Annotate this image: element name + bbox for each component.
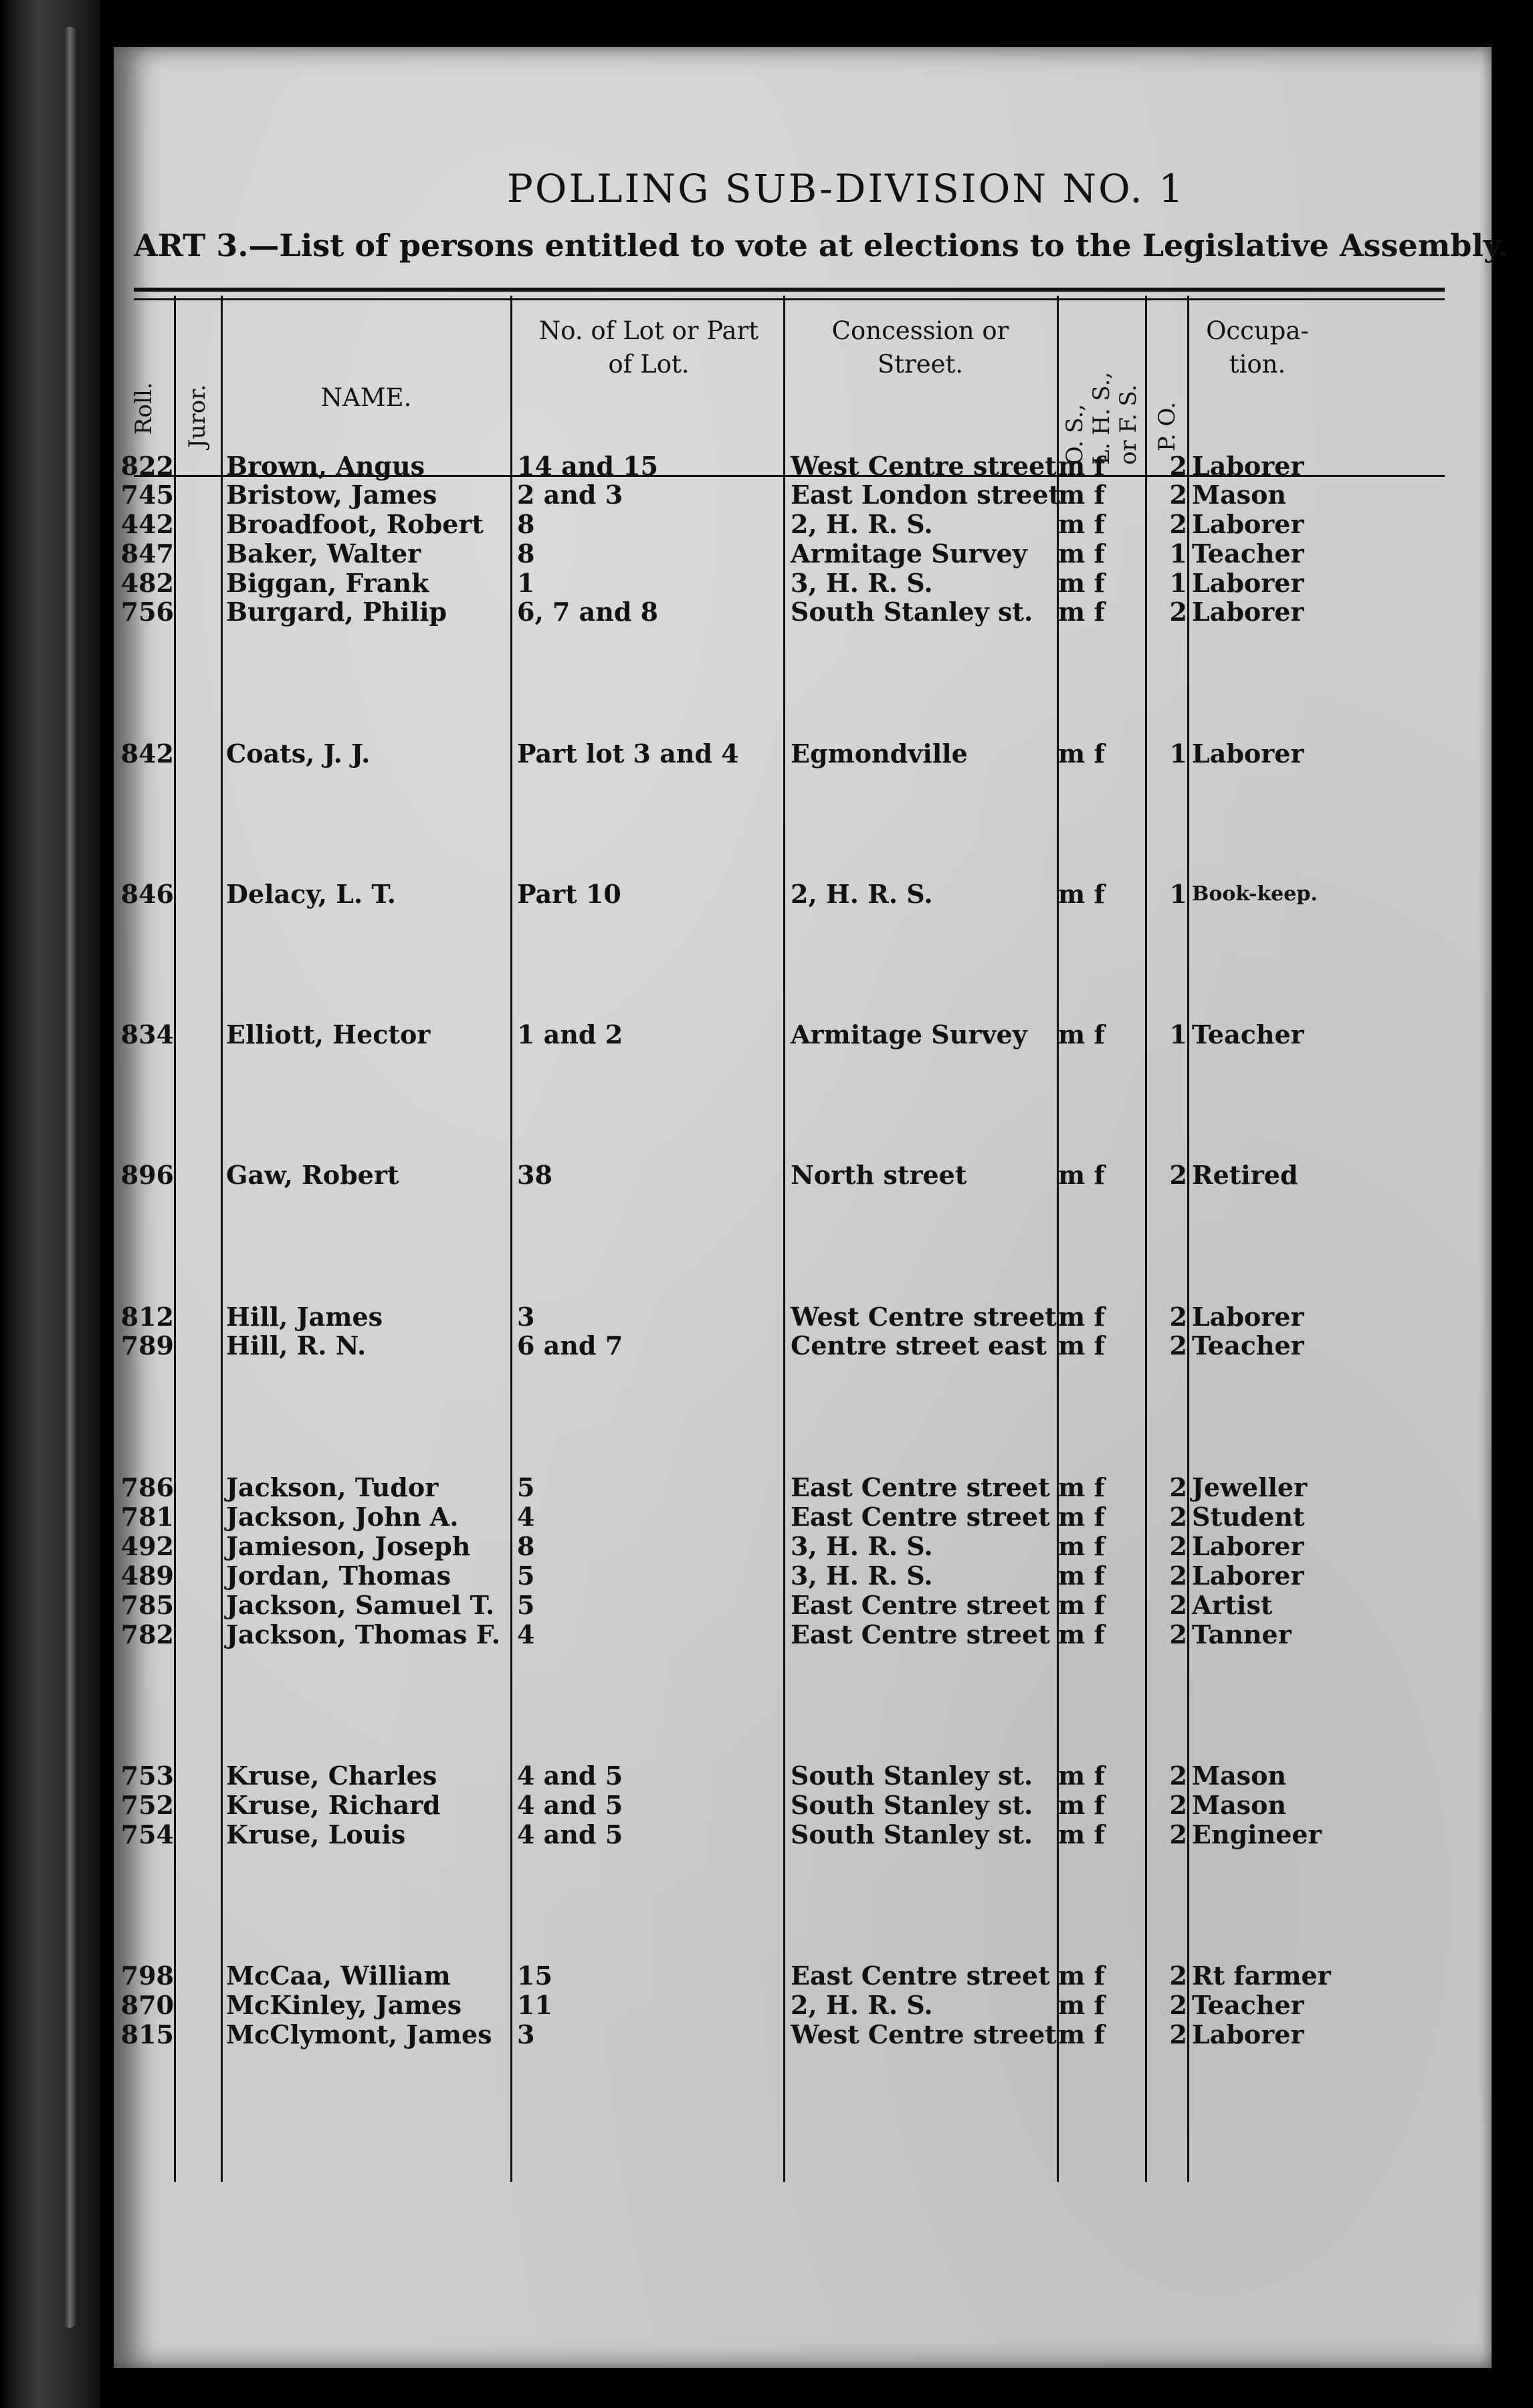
post-office: 2 bbox=[1169, 1502, 1187, 1532]
lot-number: 6, 7 and 8 bbox=[517, 597, 659, 627]
occupation: Laborer bbox=[1192, 509, 1304, 539]
concession-street: 3, H. R. S. bbox=[791, 1531, 933, 1561]
lot-number: 11 bbox=[517, 1990, 552, 2020]
roll-number: 847 bbox=[120, 538, 174, 569]
post-office: 2 bbox=[1169, 2019, 1187, 2049]
voter-name: Hill, James bbox=[226, 1302, 383, 1332]
roll-number: 752 bbox=[120, 1790, 174, 1820]
occupation: Teacher bbox=[1192, 1330, 1304, 1361]
voter-name: Gaw, Robert bbox=[226, 1160, 399, 1190]
concession-street: South Stanley st. bbox=[791, 1819, 1033, 1849]
lot-number: 14 and 15 bbox=[517, 451, 659, 481]
os-mark: m f bbox=[1058, 509, 1105, 539]
roll-number: 781 bbox=[120, 1502, 174, 1532]
concession-street: West Centre street bbox=[791, 1302, 1057, 1332]
roll-number: 753 bbox=[120, 1761, 174, 1791]
concession-street: 2, H. R. S. bbox=[791, 1990, 933, 2020]
roll-number: 870 bbox=[120, 1990, 174, 2020]
occupation: Teacher bbox=[1192, 1990, 1304, 2020]
lot-number: Part 10 bbox=[517, 879, 621, 909]
concession-street: South Stanley st. bbox=[791, 1790, 1033, 1820]
occupation: Laborer bbox=[1192, 2019, 1304, 2049]
post-office: 2 bbox=[1169, 1472, 1187, 1502]
os-mark: m f bbox=[1058, 568, 1105, 598]
occupation: Student bbox=[1192, 1502, 1305, 1532]
voter-name: McKinley, James bbox=[226, 1990, 462, 2020]
header-lot-line2: of Lot. bbox=[608, 350, 690, 379]
voter-name: Jackson, Tudor bbox=[226, 1472, 439, 1502]
voter-name: Kruse, Richard bbox=[226, 1790, 441, 1820]
roll-number: 798 bbox=[120, 1961, 174, 1991]
roll-number: 846 bbox=[120, 879, 174, 909]
roll-number: 492 bbox=[120, 1531, 174, 1561]
occupation: Laborer bbox=[1192, 738, 1304, 769]
header-roll: Roll. bbox=[130, 382, 157, 435]
lot-number: Part lot 3 and 4 bbox=[517, 738, 739, 769]
header-occupation-line1: Occupa- bbox=[1206, 316, 1309, 345]
post-office: 2 bbox=[1169, 1790, 1187, 1820]
lot-number: 1 bbox=[517, 568, 535, 598]
post-office: 1 bbox=[1169, 568, 1187, 598]
lot-number: 2 and 3 bbox=[517, 480, 623, 510]
page-title: POLLING SUB-DIVISION NO. 1 bbox=[506, 166, 1186, 211]
voter-name: McClymont, James bbox=[226, 2019, 492, 2049]
roll-number: 786 bbox=[120, 1472, 174, 1502]
occupation: Laborer bbox=[1192, 568, 1304, 598]
concession-street: 2, H. R. S. bbox=[791, 879, 933, 909]
lot-number: 5 bbox=[517, 1472, 535, 1502]
occupation: Jeweller bbox=[1192, 1472, 1308, 1502]
voter-name: Jamieson, Joseph bbox=[226, 1531, 471, 1561]
concession-street: Centre street east bbox=[791, 1330, 1047, 1361]
voter-name: Kruse, Charles bbox=[226, 1761, 437, 1791]
concession-street: 3, H. R. S. bbox=[791, 568, 933, 598]
post-office: 2 bbox=[1169, 1819, 1187, 1849]
occupation: Laborer bbox=[1192, 451, 1304, 481]
document-page bbox=[114, 47, 1509, 2368]
os-mark: m f bbox=[1058, 1790, 1105, 1820]
post-office: 2 bbox=[1169, 1330, 1187, 1361]
lot-number: 4 and 5 bbox=[517, 1761, 623, 1791]
roll-number: 745 bbox=[120, 480, 174, 510]
os-mark: m f bbox=[1058, 1961, 1105, 1991]
roll-number: 442 bbox=[120, 509, 174, 539]
os-mark: m f bbox=[1058, 1160, 1105, 1190]
os-mark: m f bbox=[1058, 1330, 1105, 1361]
book-spine-edge bbox=[64, 27, 76, 2328]
concession-street: Armitage Survey bbox=[791, 1019, 1027, 1049]
os-mark: m f bbox=[1058, 451, 1105, 481]
occupation: Laborer bbox=[1192, 1302, 1304, 1332]
post-office: 2 bbox=[1169, 451, 1187, 481]
post-office: 1 bbox=[1169, 1019, 1187, 1049]
header-occupation-line2: tion. bbox=[1229, 350, 1286, 379]
occupation: Laborer bbox=[1192, 1531, 1304, 1561]
header-os-line1: O. S., bbox=[1061, 403, 1088, 465]
header-os-line3: or F. S. bbox=[1115, 384, 1142, 465]
concession-street: West Centre street bbox=[791, 2019, 1057, 2049]
occupation: Engineer bbox=[1192, 1819, 1322, 1849]
concession-street: East Centre street bbox=[791, 1619, 1050, 1649]
post-office: 2 bbox=[1169, 1619, 1187, 1649]
book-spine bbox=[0, 0, 100, 2408]
page-subtitle: ART 3.—List of persons entitled to vote at elections to the Legislative Assembly. bbox=[134, 227, 1509, 264]
concession-street: East Centre street bbox=[791, 1961, 1050, 1991]
occupation: Retired bbox=[1192, 1160, 1298, 1190]
voter-name: Hill, R. N. bbox=[226, 1330, 367, 1361]
os-mark: m f bbox=[1058, 2019, 1105, 2049]
lot-number: 1 and 2 bbox=[517, 1019, 623, 1049]
concession-street: 2, H. R. S. bbox=[791, 509, 933, 539]
occupation: Mason bbox=[1192, 480, 1287, 510]
roll-number: 834 bbox=[120, 1019, 174, 1049]
os-mark: m f bbox=[1058, 1502, 1105, 1532]
os-mark: m f bbox=[1058, 1302, 1105, 1332]
header-concession-line1: Concession or bbox=[831, 316, 1009, 345]
post-office: 1 bbox=[1169, 538, 1187, 569]
os-mark: m f bbox=[1058, 1561, 1105, 1591]
post-office: 2 bbox=[1169, 1561, 1187, 1591]
occupation: Teacher bbox=[1192, 538, 1304, 569]
os-mark: m f bbox=[1058, 1761, 1105, 1791]
concession-street: East Centre street bbox=[791, 1502, 1050, 1532]
lot-number: 5 bbox=[517, 1590, 535, 1620]
lot-number: 4 and 5 bbox=[517, 1790, 623, 1820]
header-os-line2: L. H. S., bbox=[1088, 371, 1115, 465]
lot-number: 4 bbox=[517, 1502, 535, 1532]
os-mark: m f bbox=[1058, 1019, 1105, 1049]
concession-street: South Stanley st. bbox=[791, 1761, 1033, 1791]
occupation: Rt farmer bbox=[1192, 1961, 1331, 1991]
post-office: 2 bbox=[1169, 597, 1187, 627]
voter-name: Baker, Walter bbox=[226, 538, 421, 569]
post-office: 2 bbox=[1169, 480, 1187, 510]
os-mark: m f bbox=[1058, 738, 1105, 769]
occupation: Mason bbox=[1192, 1761, 1287, 1791]
voter-name: Broadfoot, Robert bbox=[226, 509, 484, 539]
os-mark: m f bbox=[1058, 597, 1105, 627]
occupation: Teacher bbox=[1192, 1019, 1304, 1049]
header-juror: Juror. bbox=[184, 384, 211, 448]
concession-street: West Centre street bbox=[791, 451, 1057, 481]
voter-name: Jordan, Thomas bbox=[226, 1561, 451, 1591]
occupation: Laborer bbox=[1192, 1561, 1304, 1591]
concession-street: North street bbox=[791, 1160, 967, 1190]
voter-name: Burgard, Philip bbox=[226, 597, 447, 627]
voter-list bbox=[114, 47, 1509, 2368]
concession-street: East London street bbox=[791, 480, 1061, 510]
lot-number: 15 bbox=[517, 1961, 552, 1991]
voter-name: McCaa, William bbox=[226, 1961, 451, 1991]
lot-number: 8 bbox=[517, 538, 535, 569]
voter-name: Kruse, Louis bbox=[226, 1819, 406, 1849]
roll-number: 782 bbox=[120, 1619, 174, 1649]
occupation: Artist bbox=[1192, 1590, 1273, 1620]
header-po: P. O. bbox=[1154, 401, 1181, 452]
lot-number: 6 and 7 bbox=[517, 1330, 623, 1361]
os-mark: m f bbox=[1058, 538, 1105, 569]
os-mark: m f bbox=[1058, 1590, 1105, 1620]
header-concession-line2: Street. bbox=[877, 350, 964, 379]
roll-number: 482 bbox=[120, 568, 174, 598]
os-mark: m f bbox=[1058, 1619, 1105, 1649]
voter-name: Jackson, Thomas F. bbox=[226, 1619, 500, 1649]
concession-street: East Centre street bbox=[791, 1590, 1050, 1620]
lot-number: 3 bbox=[517, 1302, 535, 1332]
concession-street: East Centre street bbox=[791, 1472, 1050, 1502]
post-office: 1 bbox=[1169, 738, 1187, 769]
os-mark: m f bbox=[1058, 1819, 1105, 1849]
os-mark: m f bbox=[1058, 1472, 1105, 1502]
roll-number: 822 bbox=[120, 451, 174, 481]
lot-number: 4 and 5 bbox=[517, 1819, 623, 1849]
roll-number: 815 bbox=[120, 2019, 174, 2049]
lot-number: 38 bbox=[517, 1160, 552, 1190]
post-office: 2 bbox=[1169, 509, 1187, 539]
lot-number: 4 bbox=[517, 1619, 535, 1649]
concession-street: 3, H. R. S. bbox=[791, 1561, 933, 1591]
roll-number: 756 bbox=[120, 597, 174, 627]
post-office: 2 bbox=[1169, 1160, 1187, 1190]
voter-name: Biggan, Frank bbox=[226, 568, 429, 598]
voter-name: Elliott, Hector bbox=[226, 1019, 431, 1049]
lot-number: 8 bbox=[517, 1531, 535, 1561]
post-office: 2 bbox=[1169, 1961, 1187, 1991]
concession-street: Armitage Survey bbox=[791, 538, 1027, 569]
os-mark: m f bbox=[1058, 480, 1105, 510]
os-mark: m f bbox=[1058, 1531, 1105, 1561]
voter-name: Coats, J. J. bbox=[226, 738, 371, 769]
roll-number: 896 bbox=[120, 1160, 174, 1190]
voter-name: Jackson, John A. bbox=[226, 1502, 459, 1532]
lot-number: 3 bbox=[517, 2019, 535, 2049]
roll-number: 489 bbox=[120, 1561, 174, 1591]
voter-name: Jackson, Samuel T. bbox=[226, 1590, 495, 1620]
post-office: 2 bbox=[1169, 1531, 1187, 1561]
lot-number: 5 bbox=[517, 1561, 535, 1591]
post-office: 2 bbox=[1169, 1761, 1187, 1791]
roll-number: 785 bbox=[120, 1590, 174, 1620]
os-mark: m f bbox=[1058, 879, 1105, 909]
header-lot-line1: No. of Lot or Part bbox=[538, 316, 759, 345]
os-mark: m f bbox=[1058, 1990, 1105, 2020]
post-office: 2 bbox=[1169, 1302, 1187, 1332]
occupation: Tanner bbox=[1192, 1619, 1292, 1649]
occupation: Mason bbox=[1192, 1790, 1287, 1820]
post-office: 2 bbox=[1169, 1590, 1187, 1620]
post-office: 2 bbox=[1169, 1990, 1187, 2020]
concession-street: South Stanley st. bbox=[791, 597, 1033, 627]
voter-name: Delacy, L. T. bbox=[226, 879, 397, 909]
roll-number: 754 bbox=[120, 1819, 174, 1849]
post-office: 1 bbox=[1169, 879, 1187, 909]
header-name: NAME. bbox=[320, 383, 412, 412]
voter-name: Bristow, James bbox=[226, 480, 437, 510]
occupation: Book-keep. bbox=[1192, 882, 1318, 906]
lot-number: 8 bbox=[517, 509, 535, 539]
concession-street: Egmondville bbox=[791, 738, 968, 769]
roll-number: 789 bbox=[120, 1330, 174, 1361]
occupation: Laborer bbox=[1192, 597, 1304, 627]
voter-name: Brown, Angus bbox=[226, 451, 425, 481]
roll-number: 812 bbox=[120, 1302, 174, 1332]
roll-number: 842 bbox=[120, 738, 174, 769]
